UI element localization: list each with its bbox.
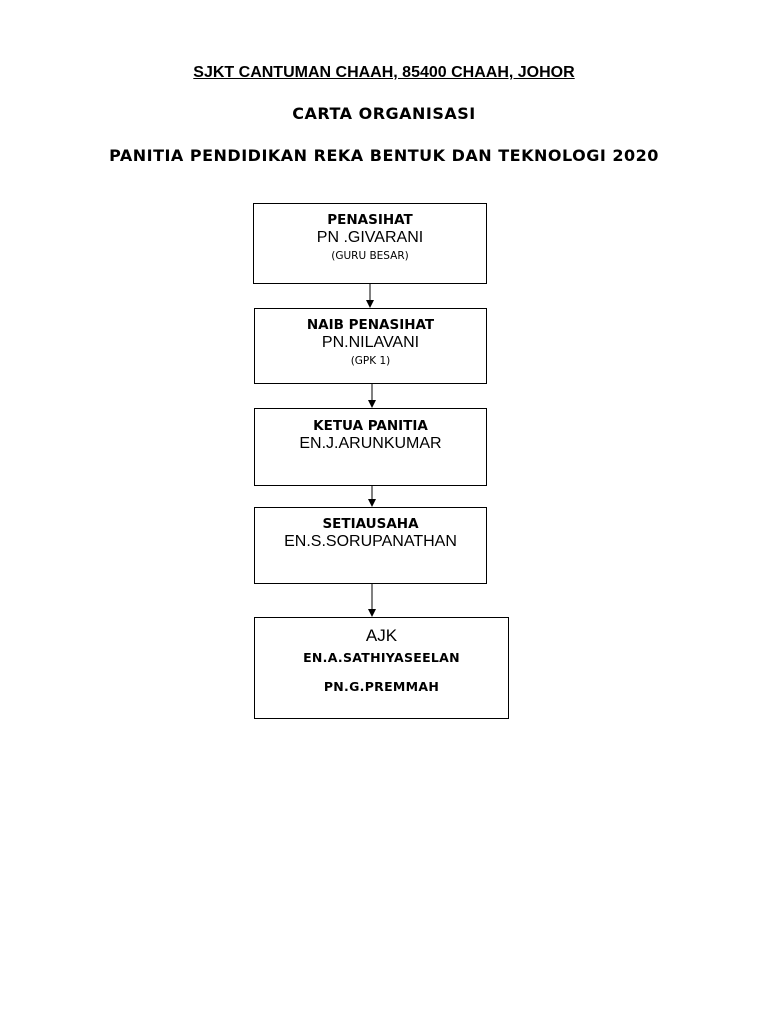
school-name: SJKT CANTUMAN CHAAH, 85400 CHAAH, JOHOR (193, 64, 575, 81)
box-setiausaha (254, 507, 487, 584)
person-name: PN.NILAVANI (321, 334, 420, 351)
position-note: (GPK 1) (350, 355, 391, 367)
box-ajk (254, 617, 509, 719)
box-ketua-panitia (254, 408, 487, 486)
arrowhead-4 (368, 609, 376, 617)
role-label: NAIB PENASIHAT (306, 317, 435, 333)
box-penasihat (253, 203, 487, 284)
person-name: PN .GIVARANI (316, 229, 424, 246)
role-label: PENASIHAT (327, 212, 413, 228)
chart-title: CARTA ORGANISASI (292, 104, 476, 123)
arrowhead-2 (368, 400, 376, 408)
role-label: SETIAUSAHA (322, 516, 419, 532)
box-naib-penasihat (254, 308, 487, 384)
ajk-label: AJK (365, 626, 398, 645)
position-note: (GURU BESAR) (331, 250, 409, 262)
ajk-member: PN.G.PREMMAH (323, 679, 440, 694)
committee-title: PANITIA PENDIDIKAN REKA BENTUK DAN TEKNOLOGI 2020 (109, 146, 659, 165)
person-name: EN.S.SORUPANATHAN (284, 533, 457, 550)
person-name: EN.J.ARUNKUMAR (299, 435, 442, 452)
arrowhead-3 (368, 499, 376, 507)
ajk-member: EN.A.SATHIYASEELAN (303, 650, 460, 665)
arrowhead-1 (366, 300, 374, 308)
role-label: KETUA PANITIA (313, 418, 428, 434)
